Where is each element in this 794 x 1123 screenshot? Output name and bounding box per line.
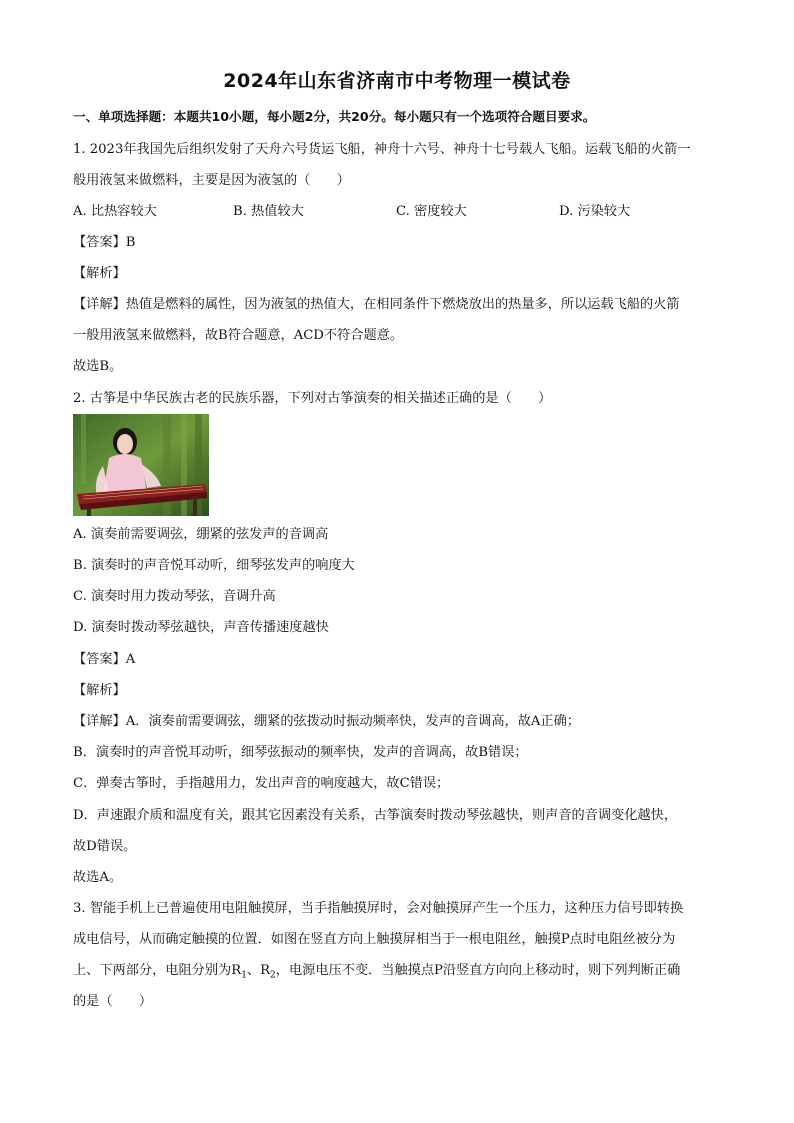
q3-stem-line2: 成电信号，从而确定触摸的位置．如图在竖直方向上触摸屏相当于一根电阻丝，触摸P点时电阻丝被分为 [73,932,676,947]
q1-analysis-label: 【解析】 [73,266,126,281]
q2-answer: 【答案】A [73,652,136,667]
q2-option-d: D. 演奏时拨动琴弦越快，声音传播速度越快 [73,620,329,635]
q1-option-d: D. 污染较大 [559,204,631,219]
q2-detail-line1: 【详解】A．演奏前需要调弦，绷紧的弦拨动时振动频率快，发声的音调高，故A正确； [73,714,580,729]
q1-detail-line2: 一般用液氢来做燃料，故B符合题意，ACD不符合题意。 [73,328,404,343]
q2-detail-line4: D．声速跟介质和温度有关，跟其它因素没有关系，古筝演奏时拨动琴弦越快，则声音的音调变化越快， [73,808,678,823]
r1-subscript: 1 [241,970,247,981]
q2-stem: 2. 古筝是中华民族古老的民族乐器，下列对古筝演奏的相关描述正确的是（ ） [73,391,552,406]
q2-conclusion: 故选A。 [73,870,123,885]
q3-stem-line3-suffix: ，电源电压不变．当触摸点P沿竖直方向向上移动时，则下列判断正确 [275,963,681,978]
q3-resistor-separator: 、R [246,963,271,978]
section-heading: 一、单项选择题：本题共10小题，每小题2分，共20分。每小题只有一个选项符合题目要求。 [73,109,596,124]
q1-stem-line1: 1. 2023年我国先后组织发射了天舟六号货运飞船，神舟十六号、神舟十七号载人飞船。运载飞船的火箭一 [73,142,691,157]
q1-option-c: C. 密度较大 [396,204,467,219]
q1-stem-line2: 般用液氢来做燃料，主要是因为液氢的（ ） [73,173,350,188]
q2-option-a: A. 演奏前需要调弦，绷紧的弦发声的音调高 [73,527,329,542]
page-title: 2024年山东省济南市中考物理一模试卷 [223,70,571,92]
q1-option-b: B. 热值较大 [233,204,304,219]
q1-conclusion: 故选B。 [73,359,123,374]
q2-analysis-label: 【解析】 [73,683,126,698]
q2-detail-line5: 故D错误。 [73,839,137,854]
q1-options [73,202,723,222]
q2-detail-line3: C．弹奏古筝时，手指越用力，发出声音的响度越大，故C错误； [73,776,450,791]
q2-option-b: B. 演奏时的声音悦耳动听，细琴弦发声的响度大 [73,558,355,573]
q3-stem-line1: 3. 智能手机上已普遍使用电阻触摸屏，当手指触摸屏时，会对触摸屏产生一个压力，这种压力信号即转换 [73,901,684,916]
guzheng-player-photo [73,414,209,516]
q1-option-a: A. 比热容较大 [73,204,157,219]
q3-stem-line3 [73,961,723,986]
q3-stem-line3-prefix: 上、下两部分，电阻分别为R [73,963,242,978]
q1-answer: 【答案】B [73,235,136,250]
q1-detail-line1: 【详解】热值是燃料的属性，因为液氢的热值大，在相同条件下燃烧放出的热量多，所以运载飞船的火箭 [73,297,680,312]
r2-subscript: 2 [270,970,276,981]
q2-option-c: C. 演奏时用力拨动琴弦，音调升高 [73,589,276,604]
q3-stem-line4: 的是（ ） [73,994,153,1009]
q2-detail-line2: B．演奏时的声音悦耳动听，细琴弦振动的频率快，发声的音调高，故B错误； [73,745,528,760]
